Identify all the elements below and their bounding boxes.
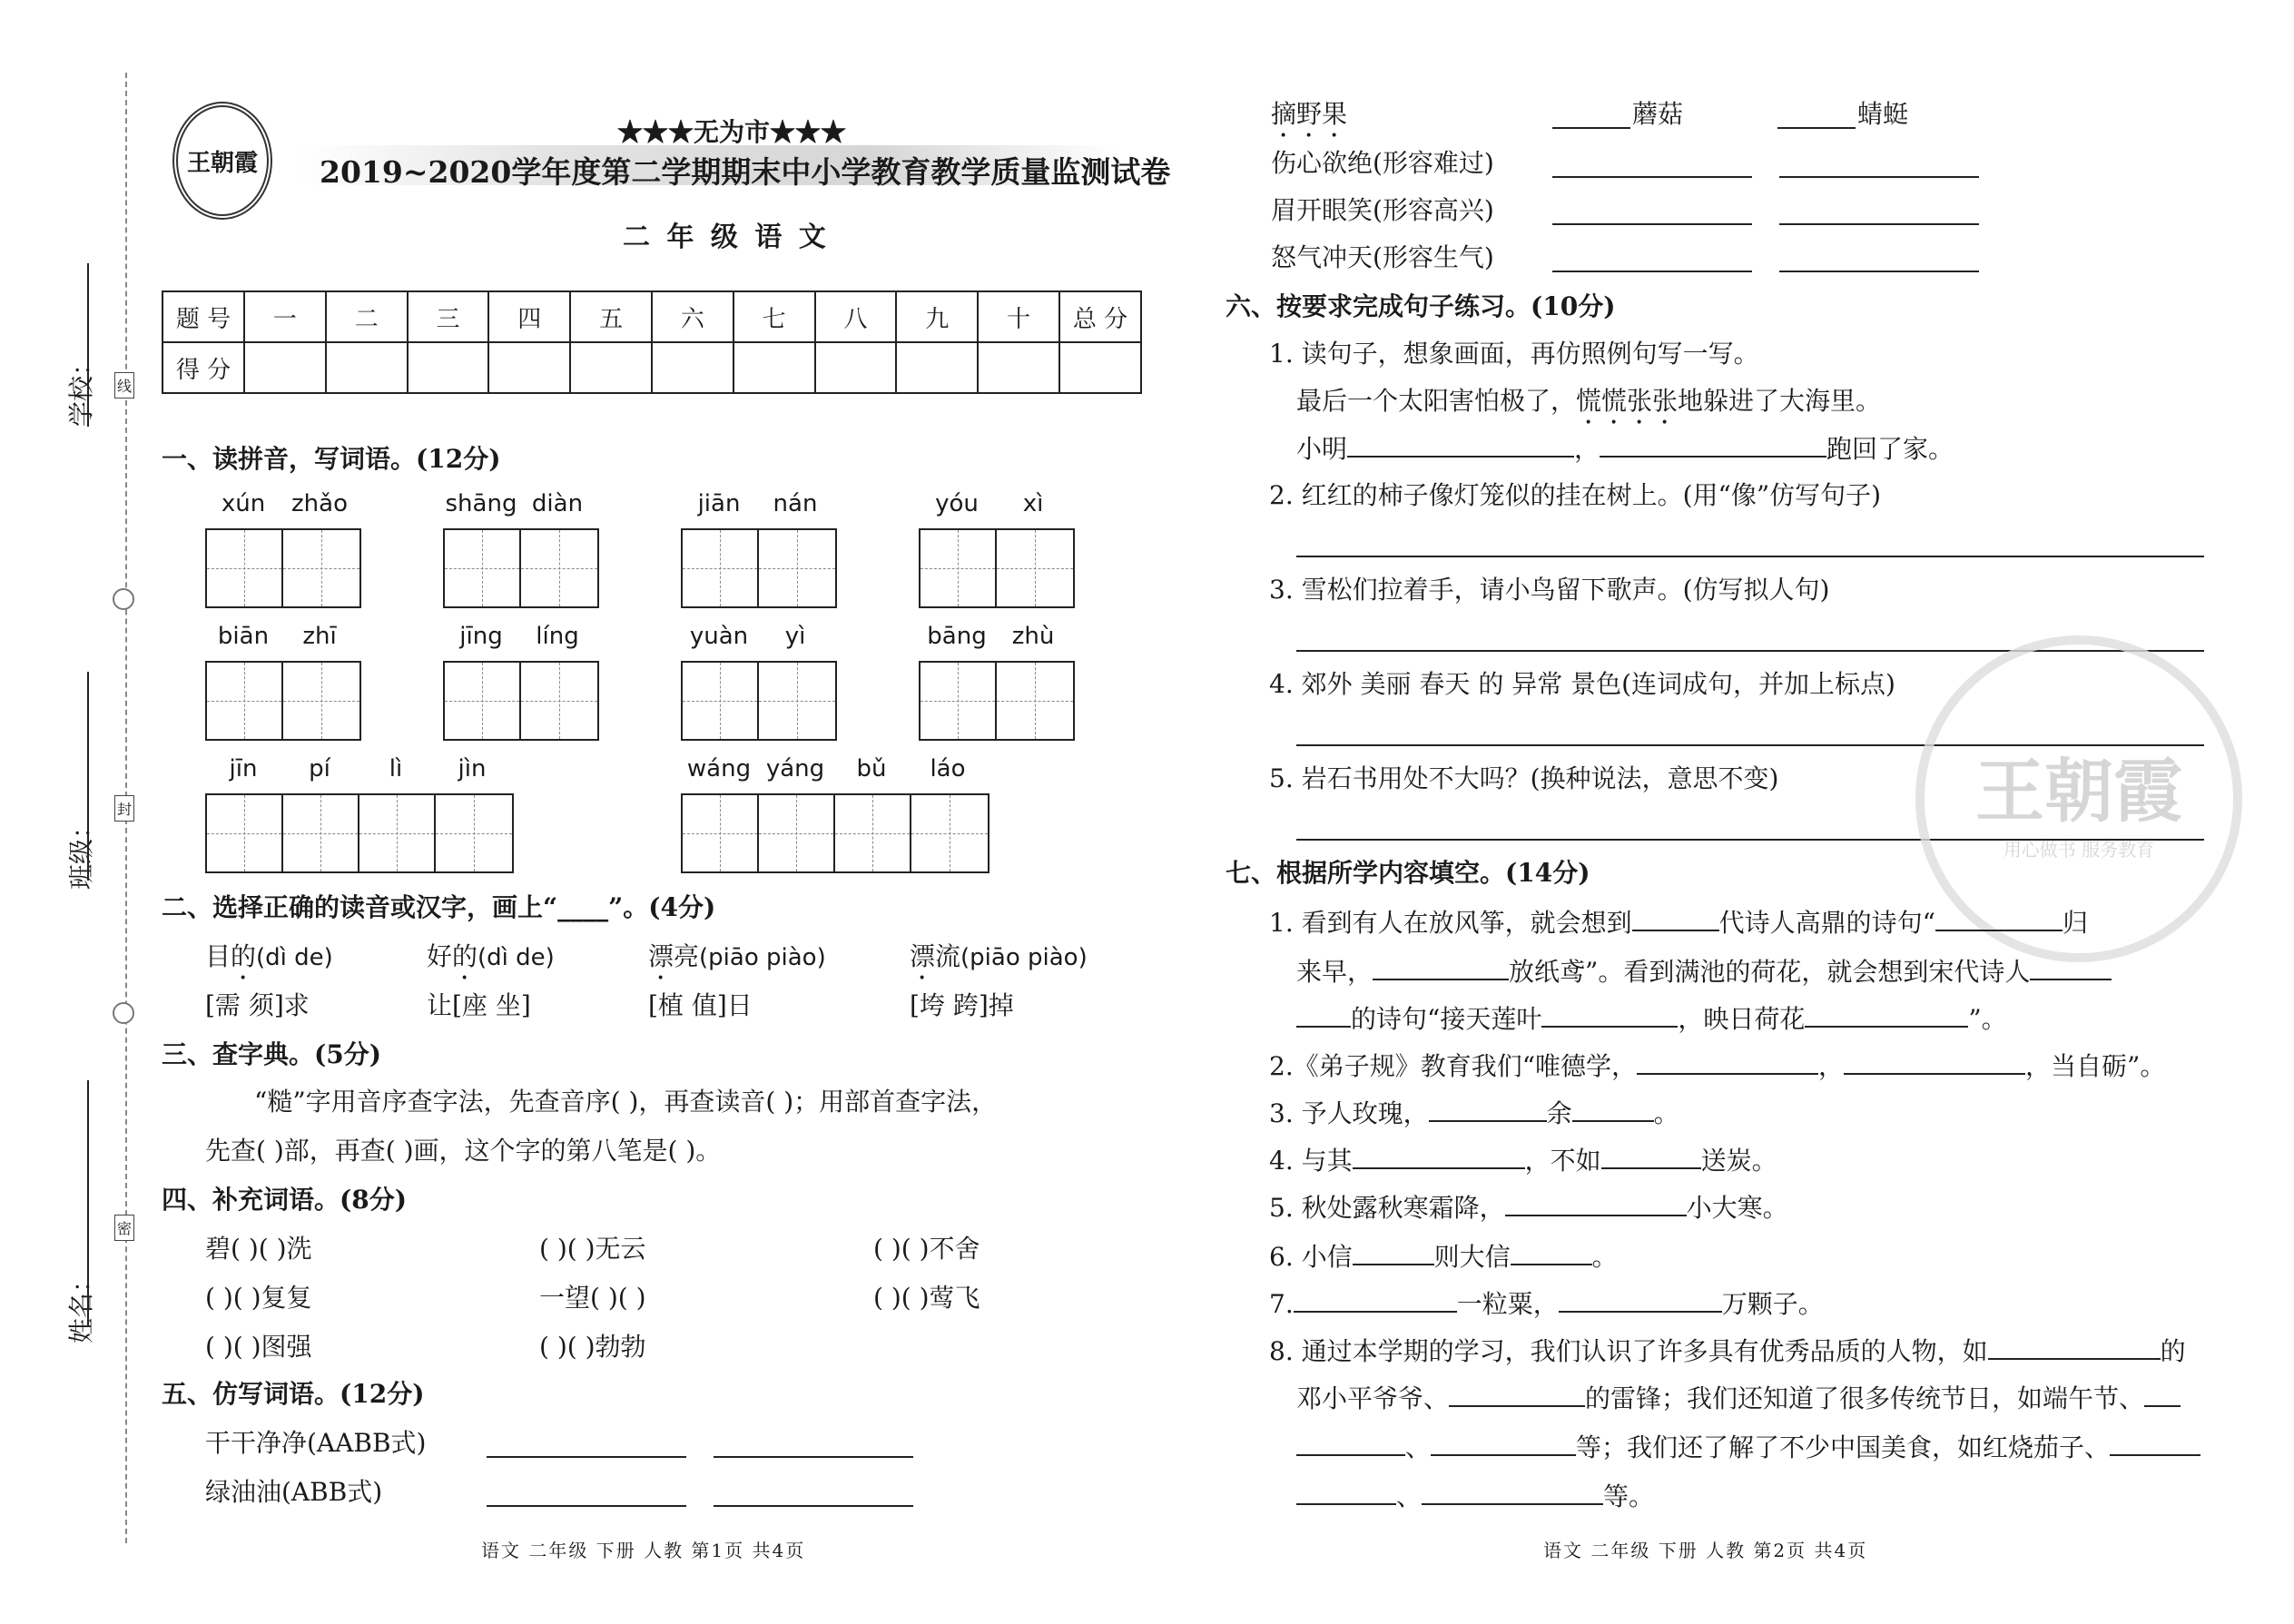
writing-grid[interactable]	[681, 793, 989, 873]
s5-c3: 蜻蜓	[1857, 99, 1909, 129]
answer-blank[interactable]	[1347, 432, 1574, 458]
answer-blank[interactable]	[1988, 1334, 2161, 1360]
pinyin-label: jīng	[459, 623, 503, 650]
score-input-cell[interactable]	[1059, 342, 1141, 393]
answer-blank[interactable]	[1296, 1431, 1405, 1456]
s7-line2	[1296, 955, 2112, 989]
s5-answer-line	[1552, 223, 1752, 225]
s7-text: 8. 通过本学期的学习，我们认识了许多具有优秀品质的人物，如	[1269, 1336, 1988, 1366]
grid-cell[interactable]	[207, 795, 283, 871]
margin-circle-icon	[113, 1002, 134, 1024]
answer-blank[interactable]	[1805, 1002, 1968, 1028]
name-label: 姓名：	[66, 1266, 96, 1343]
writing-grid[interactable]	[205, 661, 361, 741]
s6-q5: 5. 岩石书用处不大吗？(换种说法，意思不变)	[1269, 763, 1779, 793]
score-header-cell: 五	[570, 291, 652, 342]
idiom-fill-item[interactable]: ( )( )勃勃	[539, 1332, 646, 1362]
s7-line8	[1269, 1240, 1618, 1274]
writing-grid[interactable]	[443, 661, 599, 741]
character-choice[interactable]: [需 须]求	[205, 990, 310, 1020]
choice-text: 漂	[910, 941, 936, 971]
s7-text: 的雷锋；我们还知道了很多传统节日，如端午节、	[1585, 1383, 2145, 1413]
score-input-cell[interactable]	[652, 342, 733, 393]
s7-text: 代诗人高鼎的诗句“	[1718, 908, 1935, 938]
pinyin-label: nán	[773, 490, 818, 517]
idiom-fill-item[interactable]: ( )( )图强	[205, 1332, 312, 1362]
answer-blank[interactable]	[1353, 1240, 1434, 1265]
s5-answer-line	[714, 1456, 913, 1458]
writing-grid[interactable]	[919, 528, 1075, 608]
s7-line13	[1296, 1480, 1654, 1513]
s6-ex-post: 地躲进了大海里。	[1678, 386, 1882, 416]
s5-item-b: 绿油油(ABB式)	[205, 1477, 383, 1507]
grid-cell[interactable]	[683, 663, 759, 739]
pinyin-label: pí	[309, 755, 330, 782]
seal-mark: 封	[114, 795, 134, 822]
s7-text: ，	[1818, 1051, 1845, 1081]
school-line	[87, 263, 89, 427]
score-input-cell[interactable]	[408, 342, 489, 393]
answer-blank[interactable]	[1296, 1480, 1396, 1505]
logo-text: 王朝霞	[186, 149, 258, 177]
school-label: 学校：	[66, 349, 96, 427]
grid-cell[interactable]	[436, 795, 512, 871]
character-choice[interactable]: 让[座 坐]	[427, 990, 531, 1020]
secret-mark: 密	[114, 1215, 134, 1241]
writing-grid[interactable]	[443, 528, 599, 608]
s7-line12	[1296, 1431, 2200, 1464]
pinyin-label: yáng	[765, 755, 825, 782]
answer-blank[interactable]	[1449, 1382, 1585, 1407]
s5-answer-line	[1552, 271, 1752, 272]
s5-answer-line	[1779, 176, 1979, 178]
s7-text: 的诗句“接天莲叶	[1351, 1004, 1542, 1034]
pinyin-label: xún	[221, 490, 266, 517]
s7-text: 则大信	[1433, 1242, 1511, 1272]
s6-q1: 1. 读句子，想象画面，再仿照例句写一写。	[1269, 339, 1759, 369]
choice-text: 亮	[674, 941, 700, 971]
exam-title: 2019~2020学年度第二学期期末中小学教育教学质量监测试卷	[320, 154, 1171, 190]
s5-answer-line	[1777, 127, 1856, 129]
reading-choice[interactable]	[648, 940, 826, 986]
pinyin-label: yóu	[935, 490, 979, 517]
s7-text: 3. 予人玫瑰，	[1269, 1098, 1429, 1128]
choice-text: 的	[452, 941, 478, 971]
grid-cell[interactable]	[759, 663, 835, 739]
pinyin-label: diàn	[531, 490, 584, 517]
answer-blank[interactable]	[1505, 1191, 1687, 1216]
s7-text: 一粒粟，	[1456, 1289, 1559, 1319]
city-label: ★★★无为市★★★	[617, 117, 847, 147]
pinyin-label: biān	[217, 623, 270, 650]
s7-text: 。	[1653, 1098, 1679, 1128]
s6-q1b: ，	[1574, 434, 1600, 464]
s7-text: 来早，	[1296, 957, 1373, 987]
score-input-cell[interactable]	[570, 342, 652, 393]
grid-cell[interactable]	[521, 663, 597, 739]
pinyin-label: zhù	[1011, 623, 1055, 650]
section6-title: 六、按要求完成句子练习。(10分)	[1226, 291, 1616, 321]
pinyin-label: lì	[389, 755, 403, 782]
footer-page1: 语文 二年级 下册 人教 第1页 共4页	[481, 1540, 806, 1561]
writing-grid[interactable]	[919, 661, 1075, 741]
choice-text: 漂	[648, 941, 674, 971]
pinyin-label: wáng	[686, 755, 752, 782]
score-header-cell: 题 号	[162, 291, 244, 342]
s7-text: 4. 与其	[1269, 1146, 1353, 1176]
score-header-cell: 四	[488, 291, 570, 342]
s5-item-d: 伤心欲绝(形容难过)	[1271, 148, 1494, 178]
score-table	[162, 290, 1142, 394]
answer-blank[interactable]	[1431, 1431, 1576, 1456]
pinyin-label: yì	[784, 623, 806, 650]
answer-blank[interactable]	[1559, 1287, 1722, 1313]
grid-cell[interactable]	[683, 530, 759, 606]
footer-page2: 语文 二年级 下册 人教 第2页 共4页	[1543, 1540, 1868, 1561]
answer-blank[interactable]	[1632, 906, 1719, 931]
score-header-cell: 六	[652, 291, 733, 342]
answer-blank[interactable]	[1511, 1240, 1592, 1265]
s6-ex-pre: 最后一个太阳害怕极了，	[1296, 386, 1577, 416]
pinyin-label: jīn	[229, 755, 258, 782]
writing-grid[interactable]	[205, 793, 514, 873]
s6-q1c: 跑回了家。	[1826, 434, 1954, 464]
pinyin-label: xì	[1022, 490, 1044, 517]
s5-c2: 蘑菇	[1632, 99, 1684, 129]
s7-text: 放纸鸢”。看到满池的荷花，就会想到宋代诗人	[1509, 957, 2031, 987]
section2-title: 二、选择正确的读音或汉字，画上“____”。(4分)	[162, 892, 716, 922]
s7-text: 小大寒。	[1686, 1193, 1788, 1223]
grid-cell[interactable]	[207, 663, 283, 739]
reading-choice[interactable]	[427, 940, 555, 986]
s7-text: 、	[1405, 1432, 1432, 1462]
score-input-cell[interactable]	[326, 342, 408, 393]
s5-answer-line	[1552, 127, 1630, 129]
answer-blank[interactable]	[1422, 1480, 1603, 1505]
s7-text: 送炭。	[1700, 1146, 1777, 1176]
score-input-cell[interactable]	[733, 342, 815, 393]
idiom-fill-item[interactable]: ( )( )无云	[539, 1234, 646, 1264]
character-choice[interactable]: [植 值]日	[648, 990, 753, 1020]
s5-answer-line	[487, 1456, 686, 1458]
s7-text: 、	[1396, 1481, 1423, 1511]
grid-cell[interactable]	[997, 530, 1073, 606]
answer-blank[interactable]	[1601, 1144, 1701, 1169]
section5-title: 五、仿写词语。(12分)	[162, 1379, 425, 1409]
s7-line5	[1269, 1097, 1679, 1130]
choice-text: (dì de)	[478, 944, 555, 971]
name-line	[87, 1080, 89, 1325]
pinyin-label: líng	[536, 623, 579, 650]
section3-line1: “糙”字用音序查字法，先查音序( )，再查读音( )；用部首查字法，	[254, 1087, 998, 1117]
s6-ex-dot: 慌慌张张	[1576, 386, 1679, 416]
watermark-text: 王朝霞	[1975, 751, 2182, 832]
grid-cell[interactable]	[835, 795, 911, 871]
choice-text: (dì de)	[256, 944, 333, 971]
choice-text: 的	[231, 941, 257, 971]
score-header-cell: 二	[326, 291, 408, 342]
character-choice[interactable]: [垮 跨]掉	[910, 990, 1014, 1020]
s6-q2: 2. 红红的柿子像灯笼似的挂在树上。(用“像”仿写句子)	[1269, 480, 1882, 510]
score-input-cell[interactable]	[815, 342, 897, 393]
score-header-cell: 八	[815, 291, 897, 342]
pinyin-label: zhī	[302, 623, 337, 650]
grid-cell[interactable]	[445, 663, 521, 739]
answer-blank[interactable]	[1429, 1097, 1547, 1122]
grid-cell[interactable]	[921, 530, 997, 606]
s7-line7	[1269, 1191, 1788, 1225]
s7-text: ，映日荷花	[1678, 1004, 1806, 1034]
answer-blank[interactable]	[1600, 432, 1826, 458]
answer-blank[interactable]	[1353, 1144, 1525, 1169]
grid-cell[interactable]	[759, 795, 835, 871]
s7-line6	[1269, 1144, 1777, 1177]
idiom-fill-item[interactable]: ( )( )复复	[205, 1283, 312, 1313]
s6-q1-answer	[1296, 432, 1954, 466]
choice-text: 目	[205, 941, 231, 971]
pinyin-label: zhǎo	[291, 490, 348, 517]
grid-cell[interactable]	[759, 530, 835, 606]
idiom-fill-item[interactable]: ( )( )不舍	[873, 1234, 980, 1264]
writing-grid[interactable]	[681, 661, 837, 741]
s7-text: 的	[2160, 1336, 2186, 1366]
answer-blank[interactable]	[2030, 955, 2112, 980]
score-value-row	[162, 342, 1141, 393]
s5-answer-line	[714, 1505, 913, 1507]
s5-c-text: 摘野果	[1271, 99, 1348, 129]
score-header-cell: 三	[408, 291, 489, 342]
s6-q4: 4. 郊外 美丽 春天 的 异常 景色(连词成句，并加上标点)	[1269, 669, 1895, 699]
grid-cell[interactable]	[911, 795, 988, 871]
answer-blank[interactable]	[1296, 1002, 1351, 1028]
pinyin-label: jiān	[697, 490, 741, 517]
s5-answer-line	[1552, 176, 1752, 178]
s7-line1	[1269, 906, 2088, 940]
grid-cell[interactable]	[521, 530, 597, 606]
s5-answer-line	[487, 1505, 686, 1507]
s7-text: ，不如	[1524, 1146, 1601, 1176]
score-input-cell[interactable]	[896, 342, 978, 393]
grid-cell[interactable]	[283, 795, 359, 871]
s7-text: 6. 小信	[1269, 1242, 1353, 1272]
score-input-cell[interactable]	[488, 342, 570, 393]
grid-cell[interactable]	[359, 795, 436, 871]
section3-line2: 先查( )部，再查( )画，这个字的第八笔是( )。	[205, 1136, 722, 1166]
answer-blank[interactable]	[1844, 1049, 2025, 1075]
pinyin-label: yuàn	[689, 623, 749, 650]
score-header-cell: 一	[244, 291, 326, 342]
s5-item-a: 干干净净(AABB式)	[205, 1428, 427, 1458]
answer-blank[interactable]	[1373, 955, 1509, 980]
s7-text: 7.	[1269, 1289, 1294, 1319]
s7-line9	[1269, 1287, 1824, 1321]
grid-cell[interactable]	[283, 663, 359, 739]
score-label-cell: 得 分	[162, 342, 244, 393]
s5-item-e: 眉开眼笑(形容高兴)	[1271, 195, 1494, 225]
answer-blank[interactable]	[2144, 1382, 2181, 1407]
score-header-cell: 七	[733, 291, 815, 342]
section3-title: 三、查字典。(5分)	[162, 1039, 381, 1069]
s7-line10	[1269, 1334, 2186, 1368]
s6-q1-example	[1296, 385, 1881, 430]
section4-title: 四、补充词语。(8分)	[162, 1185, 407, 1215]
answer-blank[interactable]	[1541, 1002, 1678, 1028]
s6-q3: 3. 雪松们拉着手，请小鸟留下歌声。(仿写拟人句)	[1269, 575, 1830, 605]
subject-title: 二 年 级 语 文	[623, 221, 830, 253]
writing-grid[interactable]	[681, 528, 837, 608]
reading-choice[interactable]	[205, 940, 333, 986]
choice-text: (piāo piào)	[960, 944, 1088, 971]
s5-answer-line	[1779, 271, 1979, 272]
grid-cell[interactable]	[207, 530, 283, 606]
s7-text: 万颗子。	[1721, 1289, 1824, 1319]
s7-text: 余	[1546, 1098, 1572, 1128]
s6-answer-line[interactable]	[1296, 556, 2204, 557]
grid-cell[interactable]	[683, 795, 759, 871]
s7-text: ，当自砺”。	[2025, 1051, 2166, 1081]
grid-cell[interactable]	[445, 530, 521, 606]
pinyin-label: jìn	[458, 755, 487, 782]
class-line	[87, 672, 89, 881]
grid-cell[interactable]	[283, 530, 359, 606]
answer-blank[interactable]	[1935, 906, 2063, 931]
s5-answer-line	[1779, 223, 1979, 225]
pinyin-label: bǔ	[856, 755, 887, 782]
score-header-row	[162, 291, 1141, 342]
grid-cell[interactable]	[997, 663, 1073, 739]
answer-blank[interactable]	[1572, 1097, 1654, 1122]
s7-text: 邓小平爷爷、	[1296, 1383, 1450, 1413]
score-input-cell[interactable]	[244, 342, 326, 393]
choice-text: (piāo piào)	[699, 944, 826, 971]
s7-line3	[1296, 1002, 2007, 1036]
pinyin-label: láo	[930, 755, 966, 782]
score-header-cell: 十	[978, 291, 1059, 342]
s5-item-f: 怒气冲天(形容生气)	[1271, 242, 1494, 272]
idiom-fill-item[interactable]: 碧( )( )洗	[205, 1234, 312, 1264]
idiom-fill-item[interactable]: ( )( )莺飞	[873, 1283, 980, 1313]
s7-text: 等。	[1603, 1481, 1655, 1511]
section7-title: 七、根据所学内容填空。(14分)	[1226, 858, 1590, 888]
s7-text: 归	[2062, 908, 2088, 938]
grid-cell[interactable]	[921, 663, 997, 739]
s5-item-c	[1271, 98, 1347, 143]
s6-q1a: 小明	[1296, 434, 1348, 464]
writing-grid[interactable]	[205, 528, 361, 608]
watermark-sub: 用心做书 服务教育	[2003, 839, 2155, 861]
answer-blank[interactable]	[1637, 1049, 1818, 1075]
choice-text: 流	[935, 941, 961, 971]
section1-title: 一、读拼音，写词语。(12分)	[162, 444, 501, 474]
answer-blank[interactable]	[2110, 1431, 2200, 1456]
choice-text: 好	[427, 941, 453, 971]
score-input-cell[interactable]	[978, 342, 1059, 393]
s7-text: 等；我们还了解了不少中国美食，如红烧茄子、	[1576, 1432, 2111, 1462]
idiom-fill-item[interactable]: 一望( )( )	[539, 1283, 646, 1313]
reading-choice[interactable]	[910, 940, 1088, 986]
answer-blank[interactable]	[1294, 1287, 1457, 1313]
s7-text: 。	[1591, 1242, 1618, 1272]
score-header-cell: 九	[896, 291, 978, 342]
score-header-cell: 总 分	[1059, 291, 1141, 342]
s7-text: 2.《弟子规》教育我们“唯德学，	[1269, 1051, 1638, 1081]
s7-text: 5. 秋处露秋寒霜降，	[1269, 1193, 1505, 1223]
s7-text: ”。	[1968, 1004, 2007, 1034]
s7-line11	[1296, 1382, 2181, 1415]
line-mark: 线	[114, 372, 134, 399]
s7-line4	[1269, 1049, 2165, 1083]
class-label: 班级：	[66, 812, 96, 890]
margin-circle-icon	[113, 588, 134, 610]
pinyin-label: shāng	[445, 490, 517, 517]
s7-text: 1. 看到有人在放风筝，就会想到	[1269, 908, 1632, 938]
pinyin-label: bāng	[927, 623, 987, 650]
logo-icon	[172, 102, 272, 220]
